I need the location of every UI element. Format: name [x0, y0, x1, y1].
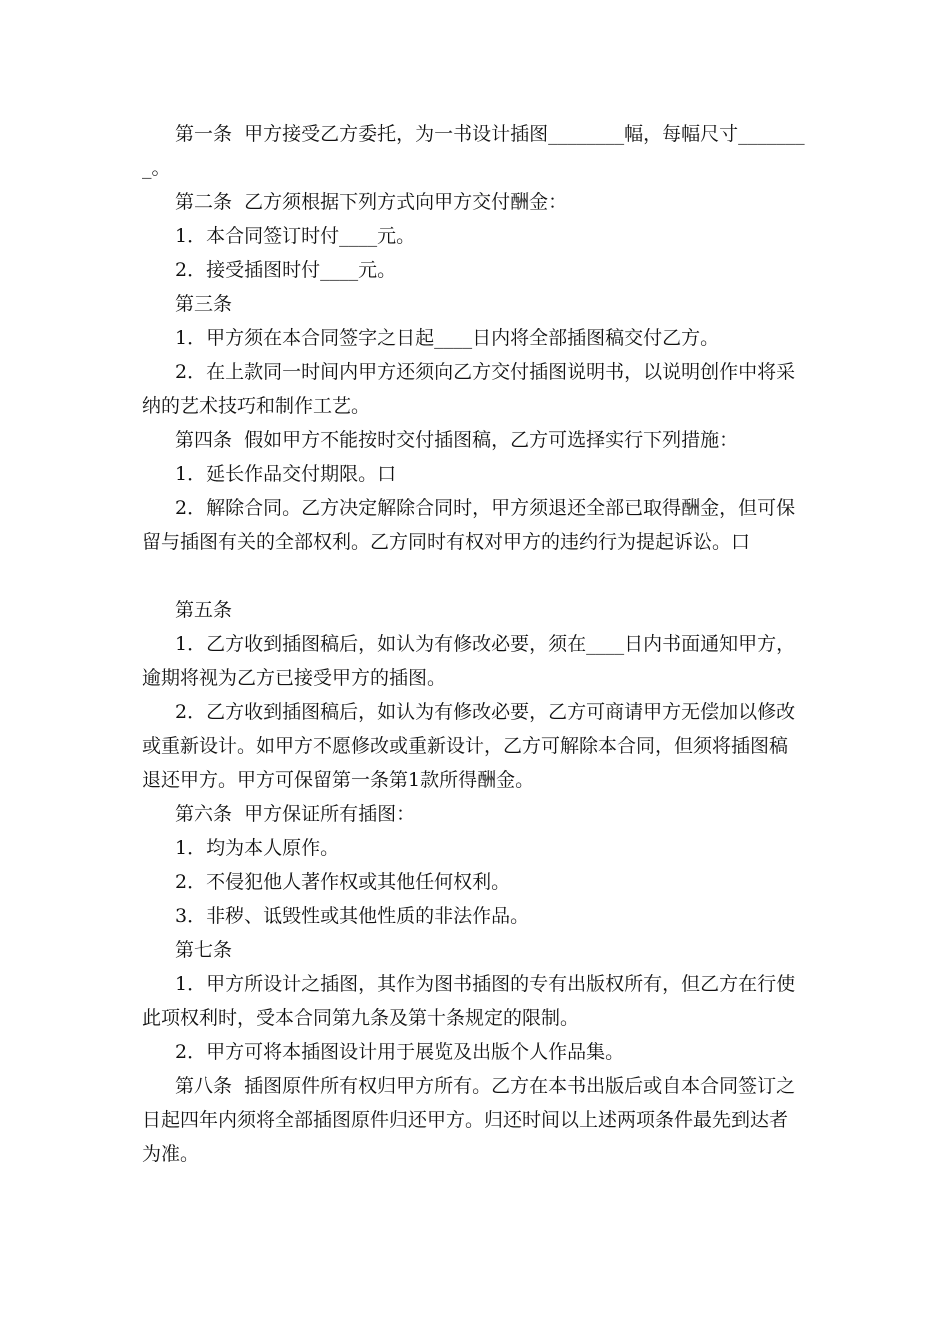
clause-3-heading: 第三条: [175, 293, 233, 315]
clause-2-heading: 第二条 乙方须根据下列方式向甲方交付酬金：: [175, 191, 568, 213]
clause-7-item-2: 2．甲方可将本插图设计用于展览及出版个人作品集。: [175, 1041, 625, 1063]
clause-5-item-2-line-3: 退还甲方。甲方可保留第一条第1款所得酬金。: [142, 769, 535, 791]
clause-5-item-2-line-1: 2．乙方收到插图稿后，如认为有修改必要，乙方可商请甲方无偿加以修改: [175, 701, 796, 723]
clause-6-item-3: 3．非秽、诋毁性或其他性质的非法作品。: [175, 905, 530, 927]
clause-7-heading: 第七条: [175, 939, 233, 961]
clause-4-item-2-line-1: 2．解除合同。乙方决定解除合同时，甲方须退还全部已取得酬金，但可保: [175, 497, 796, 519]
clause-2-item-1: 1．本合同签订时付____元。: [175, 225, 416, 247]
clause-1-line-1: 第一条 甲方接受乙方委托，为一书设计插图________幅，每幅尺寸_______: [175, 123, 805, 145]
clause-3-item-2-line-2: 纳的艺术技巧和制作工艺。: [142, 395, 371, 417]
clause-5-item-2-line-2: 或重新设计。如甲方不愿修改或重新设计，乙方可解除本合同，但须将插图稿: [142, 735, 789, 757]
blank-line: [142, 559, 810, 593]
clause-8-line-3: 为准。: [142, 1143, 200, 1165]
clause-5-item-1-line-2: 逾期将视为乙方已接受甲方的插图。: [142, 667, 447, 689]
clause-6-heading: 第六条 甲方保证所有插图：: [175, 803, 416, 825]
clause-1-line-2: _。: [142, 157, 171, 179]
clause-7-item-1-line-2: 此项权利时，受本合同第九条及第十条规定的限制。: [142, 1007, 580, 1029]
clause-8-line-2: 日起四年内须将全部插图原件归还甲方。归还时间以上述两项条件最先到达者: [142, 1109, 789, 1131]
clause-4-item-1: 1．延长作品交付期限。口: [175, 463, 397, 485]
clause-3-item-2-line-1: 2．在上款同一时间内甲方还须向乙方交付插图说明书，以说明创作中将采: [175, 361, 796, 383]
clause-5-heading: 第五条: [175, 599, 233, 621]
clause-2-item-2: 2．接受插图时付____元。: [175, 259, 397, 281]
clause-4-heading: 第四条 假如甲方不能按时交付插图稿，乙方可选择实行下列措施：: [175, 429, 739, 451]
clause-7-item-1-line-1: 1．甲方所设计之插图，其作为图书插图的专有出版权所有，但乙方在行使: [175, 973, 796, 995]
clause-4-item-2-line-2: 留与插图有关的全部权利。乙方同时有权对甲方的违约行为提起诉讼。口: [142, 531, 751, 553]
clause-6-item-1: 1．均为本人原作。: [175, 837, 340, 859]
clause-5-item-1-line-1: 1．乙方收到插图稿后，如认为有修改必要，须在____日内书面通知甲方，: [175, 633, 796, 655]
clause-8-line-1: 第八条 插图原件所有权归甲方所有。乙方在本书出版后或自本合同签订之: [175, 1075, 796, 1097]
clause-3-item-1: 1．甲方须在本合同签字之日起____日内将全部插图稿交付乙方。: [175, 327, 720, 349]
clause-6-item-2: 2．不侵犯他人著作权或其他任何权利。: [175, 871, 511, 893]
contract-body: [142, 117, 810, 1171]
